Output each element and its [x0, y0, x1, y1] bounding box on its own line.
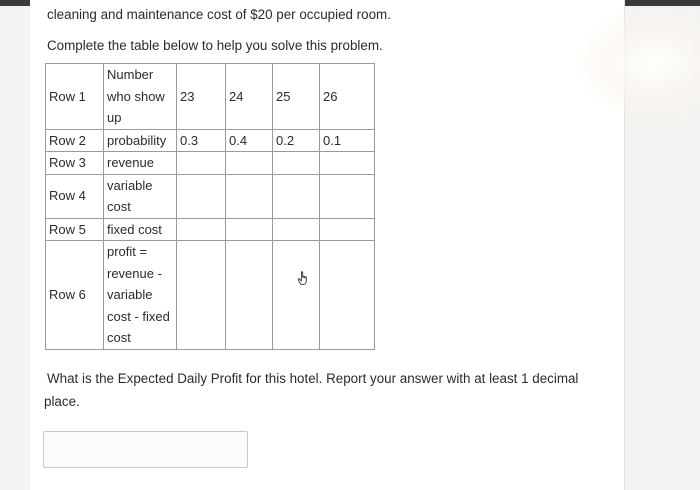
table-cell[interactable]	[273, 174, 320, 218]
row-label: Number who show up	[104, 64, 177, 130]
hand-pointer-icon	[296, 270, 312, 286]
table-cell[interactable]: 0.4	[226, 129, 273, 152]
row-header: Row 4	[46, 174, 104, 218]
table-cell[interactable]	[226, 152, 273, 175]
row-header: Row 5	[46, 218, 104, 241]
table-row	[46, 129, 375, 152]
table-cell[interactable]: 25	[273, 64, 320, 130]
table-cell[interactable]	[320, 218, 375, 241]
intro-line-1: cleaning and maintenance cost of $20 per occupied room.	[47, 7, 391, 22]
row-label: fixed cost	[104, 218, 177, 241]
table-row	[46, 64, 375, 130]
table-cell[interactable]	[226, 218, 273, 241]
question-line-2: place.	[44, 394, 80, 409]
table-cell[interactable]	[320, 241, 375, 350]
table-row	[46, 241, 375, 350]
table-cell[interactable]	[177, 241, 226, 350]
row-label: variable cost	[104, 174, 177, 218]
table-cell[interactable]: 26	[320, 64, 375, 130]
table-cell[interactable]: 0.3	[177, 129, 226, 152]
question-line-1: What is the Expected Daily Profit for this hotel. Report your answer with at least 1 decimal	[47, 371, 579, 386]
table-cell[interactable]	[177, 174, 226, 218]
table-cell[interactable]	[273, 218, 320, 241]
table-cell[interactable]: 0.1	[320, 129, 375, 152]
table-cell[interactable]	[177, 218, 226, 241]
table-cell[interactable]	[226, 241, 273, 350]
row-label: profit = revenue - variable cost - fixed cost	[104, 241, 177, 350]
table-cell[interactable]: 0.2	[273, 129, 320, 152]
table-cell[interactable]	[273, 152, 320, 175]
row-header: Row 1	[46, 64, 104, 130]
row-label: probability	[104, 129, 177, 152]
table-cell[interactable]: 23	[177, 64, 226, 130]
table-cell[interactable]: 24	[226, 64, 273, 130]
expected-profit-table	[45, 63, 375, 350]
row-header: Row 6	[46, 241, 104, 350]
table-row	[46, 218, 375, 241]
table-cell[interactable]	[320, 152, 375, 175]
table-cell[interactable]	[226, 174, 273, 218]
table-cell[interactable]	[177, 152, 226, 175]
table-cell[interactable]	[273, 241, 320, 350]
row-label: revenue	[104, 152, 177, 175]
table-row	[46, 174, 375, 218]
intro-line-2: Complete the table below to help you solve this problem.	[47, 38, 383, 53]
answer-input[interactable]	[43, 431, 248, 468]
table-cell[interactable]	[320, 174, 375, 218]
row-header: Row 3	[46, 152, 104, 175]
row-header: Row 2	[46, 129, 104, 152]
table-row	[46, 152, 375, 175]
